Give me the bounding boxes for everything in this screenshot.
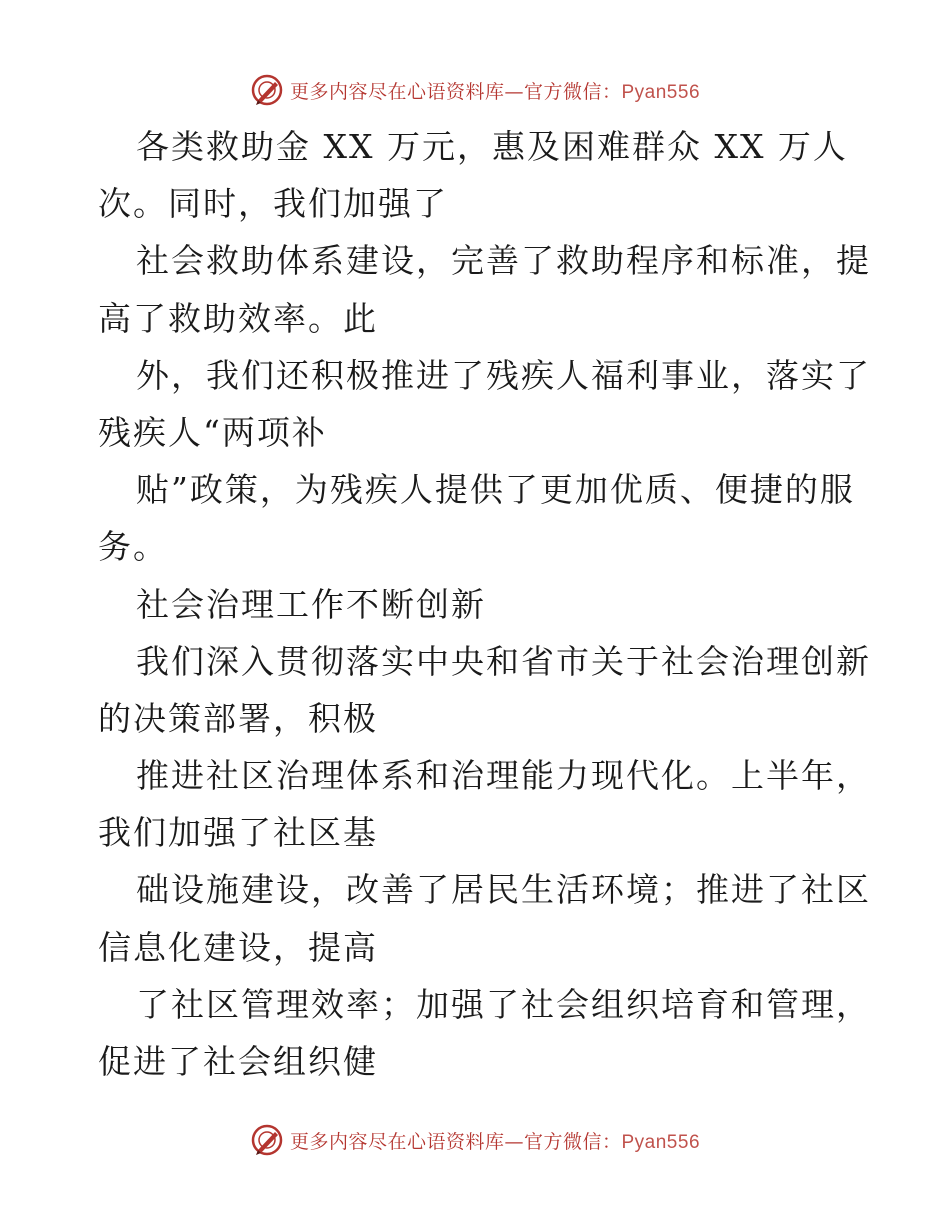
text-line: 信息化建设，提高 [98,927,378,967]
text-line: 社会救助体系建设，完善了救助程序和标准，提 [136,241,871,281]
text-line: 我们加强了社区基 [98,813,378,853]
text-line: 贴”政策，为残疾人提供了更加优质、便捷的服 [136,470,855,510]
text-line: 社会治理工作不断创新 [136,584,486,624]
banner-contact: Pyan556 [621,81,701,103]
text-line: 的决策部署，积极 [98,698,378,738]
document-body [98,118,871,1090]
banner-contact: Pyan556 [621,1131,701,1153]
banner-label: 更多内容尽在心语资料库—官方微信： [289,80,622,103]
header-banner [0,70,950,110]
text-line: 我们深入贯彻落实中央和省市关于社会治理创新 [136,641,871,681]
pen-logo-icon [250,73,284,107]
text-line: 务。 [98,527,168,567]
text-line: 次。同时，我们加强了 [98,184,448,224]
text-line: 推进社区治理体系和治理能力现代化。上半年， [136,756,871,796]
banner-label: 更多内容尽在心语资料库—官方微信： [289,1130,622,1153]
footer-banner [0,1120,950,1160]
text-line: 外，我们还积极推进了残疾人福利事业，落实了 [136,355,871,395]
text-line: 促进了社会组织健 [98,1042,378,1081]
banner-text [290,1127,700,1154]
pen-logo-icon [250,1123,284,1157]
text-line: 了社区管理效率；加强了社会组织培育和管理， [136,984,871,1024]
text-line: 础设施建设，改善了居民生活环境；推进了社区 [136,870,871,910]
text-line: 各类救助金 XX 万元，惠及困难群众 XX 万人 [136,127,848,166]
text-line: 高了救助效率。此 [98,298,378,338]
text-line: 残疾人“两项补 [98,412,327,452]
banner-text [290,77,700,104]
